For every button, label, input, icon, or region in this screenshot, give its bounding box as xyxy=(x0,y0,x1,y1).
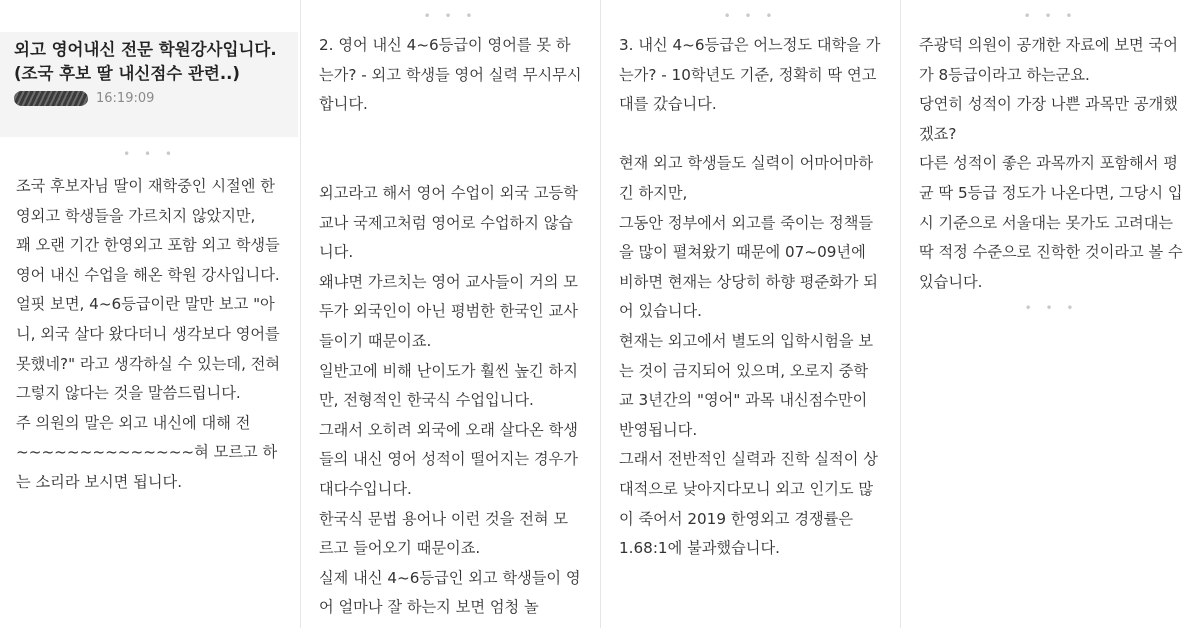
more-dots-icon: • • • xyxy=(723,9,778,23)
more-dots-icon: • • • xyxy=(123,147,177,161)
paragraph: 그래서 전반적인 실력과 진학 실적이 상대적으로 낮아지다모니 외고 인기도 많이 죽어서 2019 한영외고 경쟁률은 1.68:1에 불과했습니다. xyxy=(619,450,878,558)
post-panel-2 xyxy=(300,0,600,628)
author-name-redacted xyxy=(14,91,88,106)
section-heading: 3. 내신 4~6등급은 어느정도 대학을 가는가? - 10학년도 기준, 정확히 딱 연고대를 갔습니다. xyxy=(619,36,881,114)
paragraph: 얼핏 보면, 4~6등급이란 말만 보고 "아니, 외국 살다 왔다더니 생각보다 영어를 못했네?" 라고 생각하실 수 있는데, 전혀 그렇지 않다는 것을 말씀드립니다. xyxy=(16,295,281,403)
post-panel-1 xyxy=(0,0,300,628)
paragraph: 다른 성적이 좋은 과목까지 포함해서 평균 딱 5등급 정도가 나온다면, 그당시 입시 기준으로 서울대는 못가도 고려대는 딱 적정 수준으로 진학한 것이라고 볼 수 있습니다. xyxy=(919,154,1183,291)
post-body-3 xyxy=(601,31,900,564)
paragraph: 조국 후보자님 딸이 재학중인 시절엔 한영외고 학생들을 가르치지 않았지만, xyxy=(16,177,275,225)
paragraph: 한국식 문법 용어나 이런 것을 전혀 모르고 들어오기 때문이죠. xyxy=(319,509,569,558)
section-heading: 2. 영어 내신 4~6등급이 영어를 못 하는가? - 외고 학생들 영어 실력 무시무시합니다. xyxy=(319,36,582,114)
post-meta xyxy=(14,88,286,108)
paragraph: 현재는 외고에서 별도의 입학시험을 보는 것이 금지되어 있으며, 오로지 중학교 3년간의 "영어" 과목 내신점수만이 반영됩니다. xyxy=(619,331,874,439)
post-body-4 xyxy=(901,31,1200,315)
blank-line xyxy=(319,149,582,179)
paragraph: 꽤 오랜 기간 한영외고 포함 외고 학생들 영어 내신 수업을 해온 학원 강사입니다. xyxy=(16,236,280,284)
paragraph: 주 의원의 말은 외고 내신에 대해 전~~~~~~~~~~~~~~혀 모르고 하는 소리라 보시면 됩니다. xyxy=(16,413,278,491)
more-dots-icon: • • • xyxy=(1024,301,1079,316)
paragraph: 현재 외고 학생들도 실력이 어마어마하긴 하지만, xyxy=(619,154,874,202)
post-header xyxy=(0,32,298,137)
post-panel-4 xyxy=(900,0,1200,628)
blank-line xyxy=(319,120,582,150)
more-dots-icon: • • • xyxy=(423,9,478,23)
post-body-2 xyxy=(301,31,600,623)
post-time: 16:19:09 xyxy=(96,90,155,106)
post-title[interactable]: 외고 영어내신 전문 학원강사입니다. (조국 후보 딸 내신점수 관련..) xyxy=(14,40,277,83)
post-body-1 xyxy=(0,172,300,498)
paragraph: 그동안 정부에서 외고를 죽이는 정책들을 많이 펼쳐왔기 때문에 07~09년에 비하면 현재는 상당히 하향 평준화가 되어 있습니다. xyxy=(619,213,878,321)
paragraph: 실제 내신 4~6등급인 외고 학생들이 영어 얼마나 잘 하는지 보면 엄청 놀 xyxy=(319,568,581,617)
paragraph: 왜냐면 가르치는 영어 교사들이 거의 모두가 외국인이 아닌 평범한 한국인 교사들이기 때문이죠. xyxy=(319,272,578,350)
blank-line xyxy=(619,120,882,150)
paragraph: 일반고에 비해 난이도가 훨씬 높긴 하지만, 전형적인 한국식 수업입니다. xyxy=(319,361,578,410)
more-dots-icon: • • • xyxy=(1023,9,1078,23)
post-panel-3 xyxy=(600,0,900,628)
paragraph: 당연히 성적이 가장 나쁜 과목만 공개했겠죠? xyxy=(919,95,1178,143)
paragraph: 그래서 오히려 외국에 오래 살다온 학생들의 내신 영어 성적이 떨어지는 경우가 대다수입니다. xyxy=(319,420,578,498)
paragraph: 외고라고 해서 영어 수업이 외국 고등학교나 국제고처럼 영어로 수업하지 않습니다. xyxy=(319,183,578,262)
paragraph: 주광덕 의원이 공개한 자료에 보면 국어가 8등급이라고 하는군요. xyxy=(919,36,1178,84)
